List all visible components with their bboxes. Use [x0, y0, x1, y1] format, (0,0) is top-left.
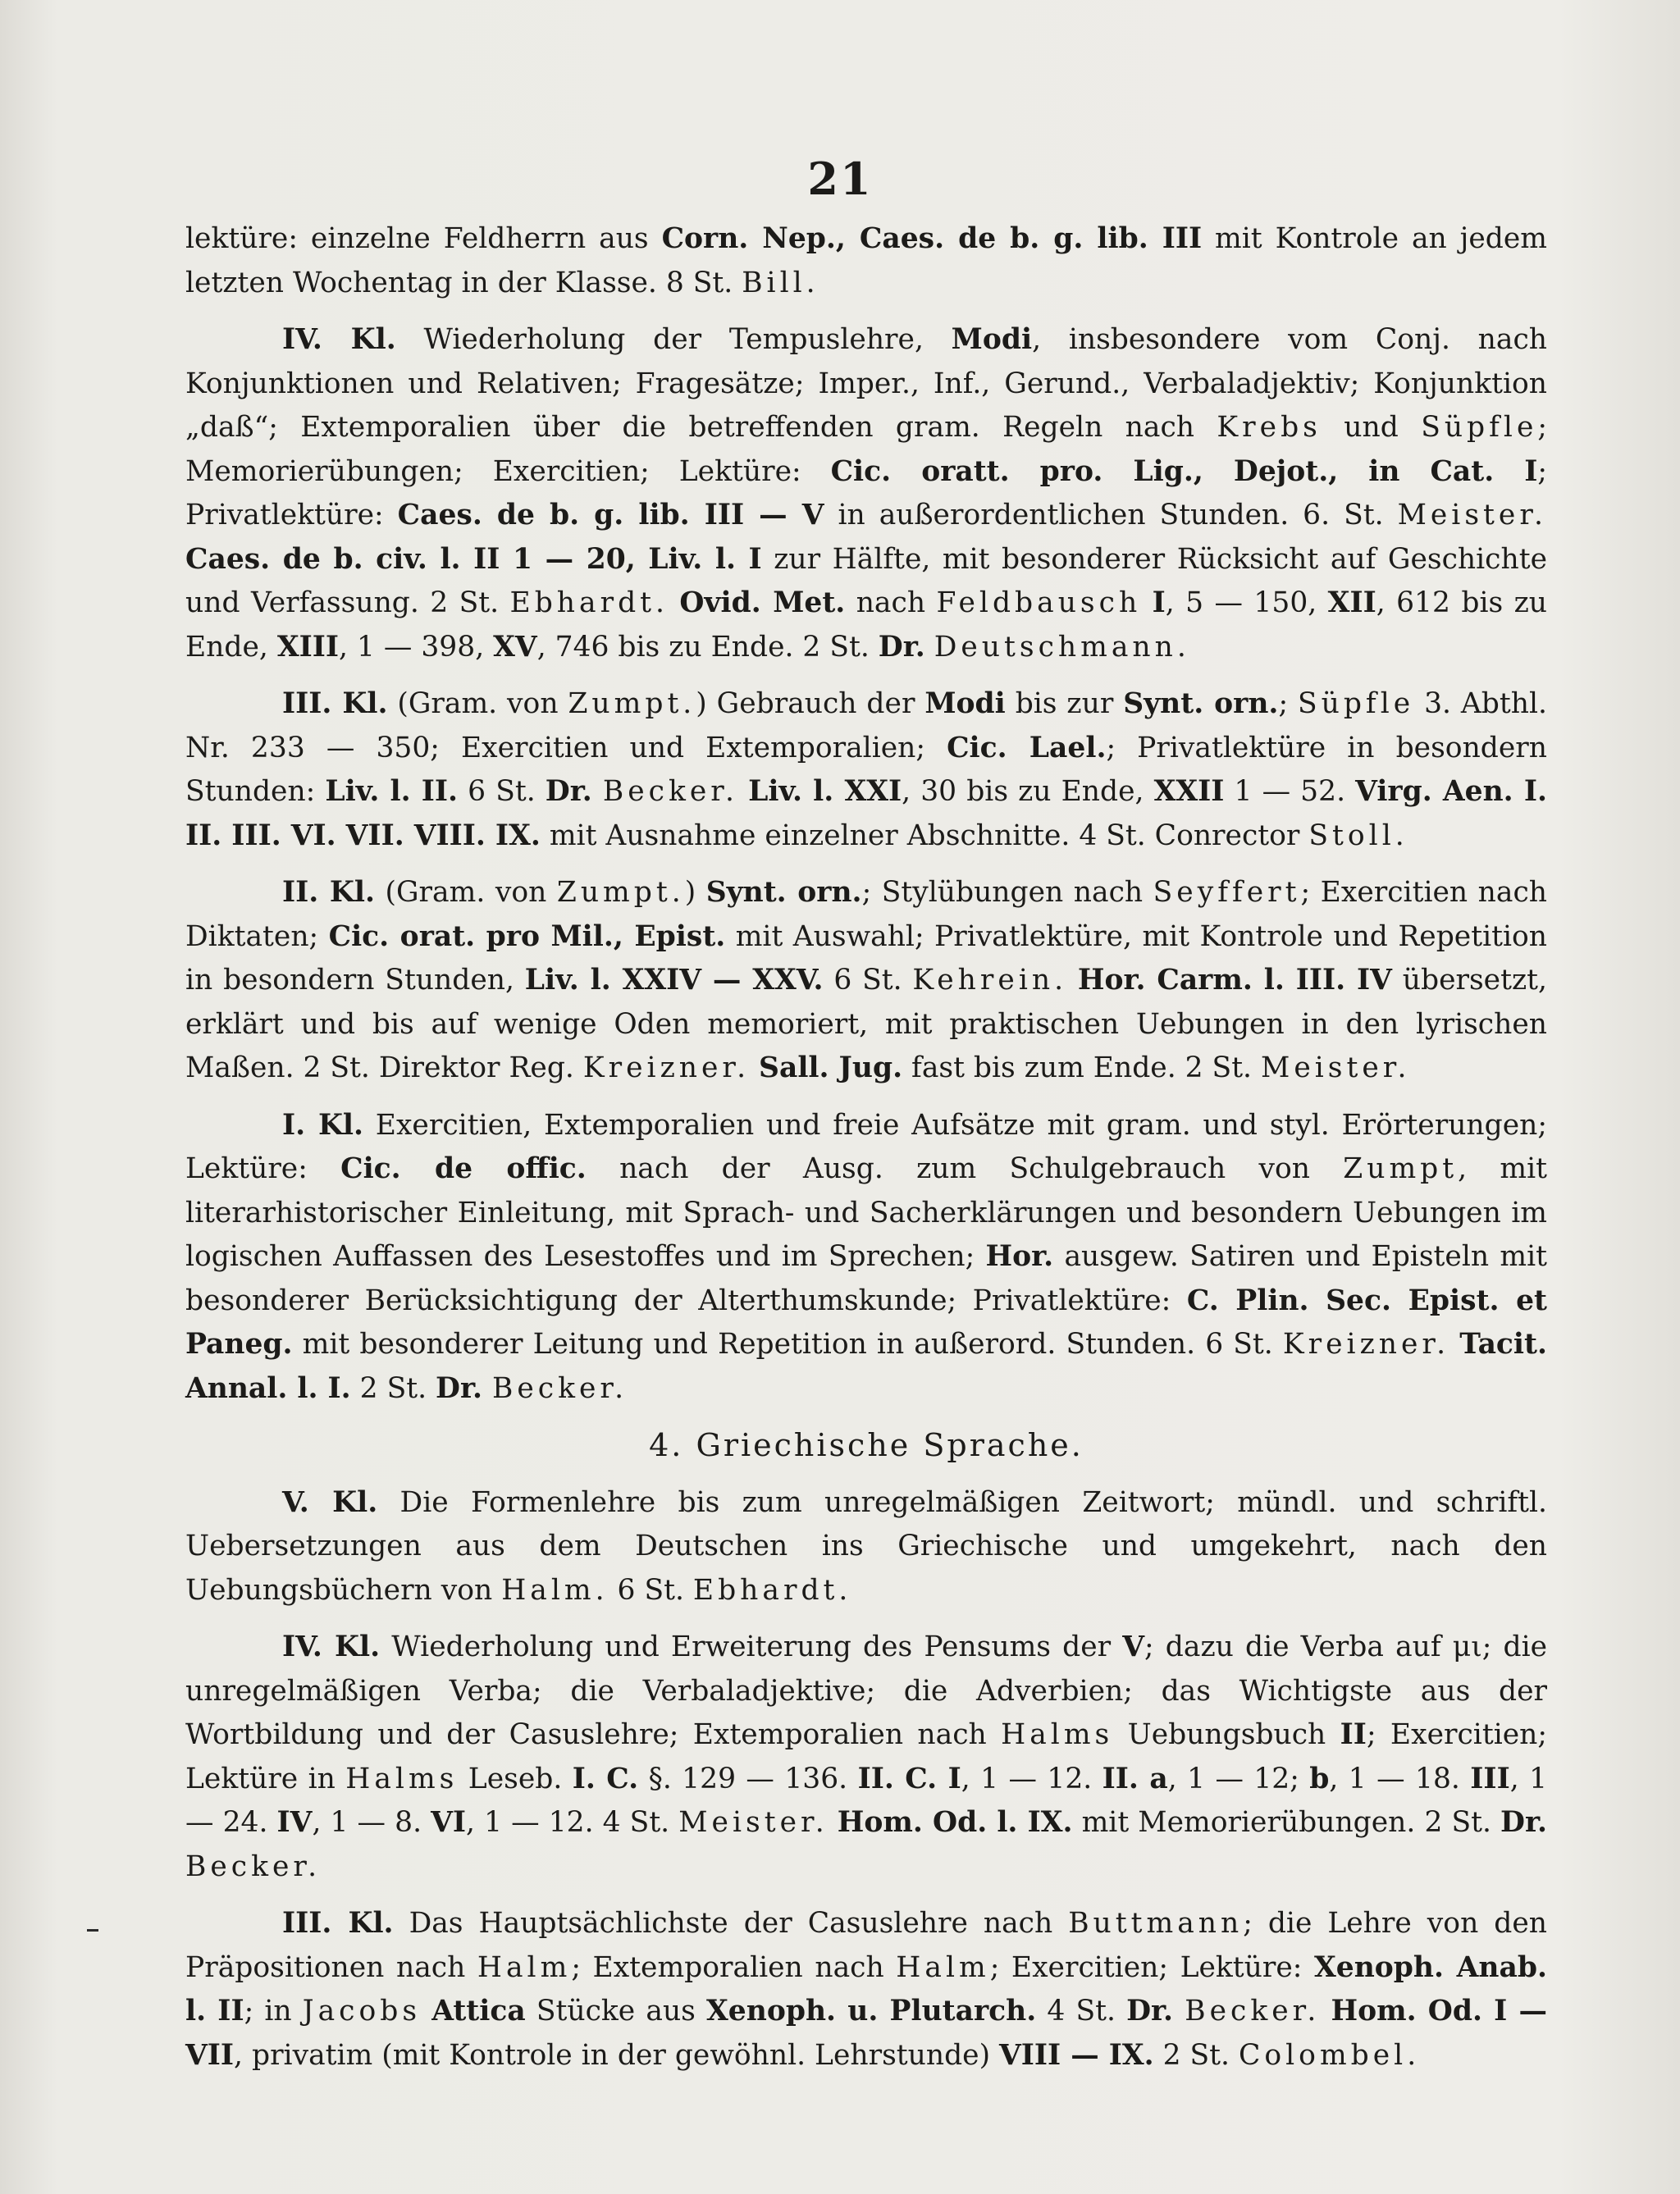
text-run: , 1 — 12; — [1167, 1762, 1310, 1795]
text-run: fast bis zum Ende. 2 St. — [902, 1051, 1261, 1084]
spaced-name: Seyffert — [1153, 876, 1301, 909]
spaced-name: Becker. — [1185, 1995, 1321, 2028]
text-run — [750, 1051, 759, 1084]
paragraph — [185, 1902, 1547, 2078]
bold-text: Attica — [431, 1995, 526, 2028]
text-run: 6 St. — [458, 775, 546, 808]
bold-text: I. C. — [572, 1762, 639, 1795]
spaced-name: Halm — [896, 1950, 990, 1984]
text-run: ; Exercitien; Lektüre in — [185, 1718, 1547, 1795]
bold-text: Caes. de b. civ. l. II 1 — 20, Liv. l. I — [185, 542, 762, 576]
text-run — [829, 1806, 838, 1839]
text-run: mit Ausnahme einzelner Abschnitte. 4 St. Conrector — [540, 819, 1309, 852]
text-run: , 1 — 18. — [1329, 1762, 1471, 1795]
bold-text: IV. Kl. — [282, 1631, 381, 1663]
text-run: Wiederholung der Tempuslehre, — [395, 323, 952, 356]
bold-text: II. C. I — [857, 1762, 961, 1795]
bold-text: Sall. Jug. — [759, 1051, 903, 1084]
spaced-name: Halm — [477, 1950, 572, 1984]
spaced-name: Kreizner. — [1282, 1328, 1450, 1361]
spaced-name: Buttmann — [1068, 1907, 1244, 1940]
text-run: , 30 bis zu Ende, — [902, 775, 1154, 808]
text-run: ; — [1278, 687, 1298, 720]
text-run: , 1 — 398, — [339, 630, 494, 664]
bold-text: V. Kl. — [282, 1485, 378, 1519]
text-run: und — [1321, 411, 1422, 444]
text-run — [1141, 586, 1152, 619]
bold-text: Ovid. Met. — [679, 586, 846, 619]
text-run: , 1 — 12. 4 St. — [466, 1806, 679, 1839]
bold-text: Cic. oratt. pro. Lig., Dejot., in Cat. I — [830, 454, 1538, 488]
section-title: 4. Griechische Sprache. — [649, 1427, 1084, 1463]
bold-text: Synt. orn. — [705, 876, 862, 909]
bold-text: Liv. l. XXIV — XXV. — [524, 964, 824, 997]
bold-text: Hor. Carm. l. III. IV — [1077, 964, 1392, 997]
paragraph — [185, 1104, 1547, 1412]
bold-text: Cic. orat. pro Mil., Epist. — [328, 919, 726, 953]
text-run: Wiederholung und Erweiterung des Pensums der — [380, 1631, 1123, 1663]
spaced-name: Süpfle — [1421, 411, 1538, 444]
bold-text: Cic. de offic. — [340, 1152, 587, 1185]
paragraph — [185, 318, 1547, 669]
text-run: ; Privatlektüre: — [185, 454, 1547, 531]
text-run: ; Exercitien; Lektüre: — [989, 1950, 1314, 1984]
text-run — [925, 631, 934, 664]
bold-text: Corn. Nep., Caes. de b. g. lib. III — [661, 222, 1203, 255]
text-run: Leseb. — [458, 1762, 573, 1795]
spaced-name: Zumpt — [1343, 1152, 1459, 1185]
spaced-name: Halms — [345, 1762, 459, 1795]
page-body — [185, 217, 1547, 2078]
bold-text: IV. Kl. — [282, 323, 396, 356]
spaced-name: Meister. — [1261, 1051, 1411, 1084]
text-run: mit Auswahl; Privatlektüre, mit Kontrole und Repetition in besondern Stunden, — [185, 919, 1548, 997]
text-run: ; Privatlektüre in besondern Stunden: — [185, 731, 1547, 808]
text-run: 2 St. — [350, 1371, 436, 1405]
text-run: Stücke aus — [525, 1995, 707, 2028]
spaced-name: Becker. — [185, 1850, 322, 1883]
text-run: ; Exercitien nach Diktaten; — [185, 876, 1547, 953]
text-run: , privatim (mit Kontrole in der gewöhnl. Lehrstunde) — [234, 2038, 1000, 2072]
text-run: , mit literarhistorischer Einleitung, mit Sprach- und Sacherklärungen und besondern Uebungen im logischen Auffassen des Lesestoffes und im Sprechen; — [185, 1152, 1547, 1273]
bold-text: Xenoph. Anab. l. II — [185, 1950, 1547, 2028]
text-run: (Gram. von — [374, 876, 557, 909]
spaced-name: Becker. — [602, 775, 738, 808]
text-run — [1320, 1995, 1331, 2028]
text-run: lektüre: einzelne Feldherrn aus — [185, 222, 662, 255]
bold-text: Virg. Aen. I. II. III. VI. VII. VIII. IX. — [185, 775, 1547, 852]
bold-text: XIII — [276, 630, 340, 664]
spaced-name: Ebhardt. — [509, 586, 669, 619]
spaced-name: Krebs — [1217, 411, 1322, 444]
bold-text: Liv. l. XXI — [748, 775, 902, 808]
text-run: 6 St. — [823, 964, 913, 997]
text-run — [421, 1995, 431, 2028]
text-run: ) — [684, 876, 706, 909]
bold-text: II. a — [1102, 1762, 1168, 1795]
text-run: , 5 — 150, — [1165, 586, 1328, 619]
bold-text: Hor. — [985, 1240, 1054, 1273]
text-run: übersetzt, erklärt und bis auf wenige Oden memoriert, mit praktischen Uebungen in den lyrischen Maßen. 2 St. Direktor Reg. — [185, 964, 1547, 1084]
spaced-name: Süpfle — [1297, 687, 1415, 720]
text-run: nach der Ausg. zum Schulgebrauch von — [586, 1152, 1344, 1185]
text-run: mit Kontrole an jedem letzten Wochentag in der Klasse. 8 St. — [185, 222, 1547, 299]
latin-section — [185, 217, 1547, 1411]
spaced-name: Stoll. — [1308, 819, 1408, 852]
text-run: 1 — 52. — [1224, 775, 1356, 808]
text-run: zur Hälfte, mit besonderer Rücksicht auf Geschichte und Verfassung. 2 St. — [185, 542, 1547, 619]
spaced-name: Halms — [1001, 1718, 1114, 1751]
text-run: ausgew. Satiren und Episteln mit besonderer Berücksichtigung der Alterthumskunde; Privatlektüre: — [185, 1240, 1547, 1317]
spaced-name: Kreizner. — [582, 1051, 751, 1084]
paragraph — [185, 1626, 1547, 1889]
bold-text: V — [1122, 1631, 1145, 1663]
text-run: ; in — [244, 1995, 303, 2028]
spaced-name: Meister. — [678, 1806, 829, 1839]
bold-text: Hom. Od. I — VII — [185, 1995, 1548, 2072]
bold-text: Dr. — [1126, 1995, 1185, 2028]
greek-section — [185, 1481, 1547, 2078]
text-run: mit Memorierübungen. 2 St. — [1072, 1806, 1501, 1839]
bold-text: Dr. — [878, 630, 925, 664]
text-run: , 1 — 8. — [312, 1806, 431, 1839]
paragraph — [185, 217, 1547, 305]
bold-text: XV — [493, 630, 537, 664]
spaced-name: Deutschmann. — [934, 630, 1190, 664]
text-run: , 1 — 24. — [185, 1762, 1548, 1839]
text-run — [1449, 1328, 1459, 1361]
bold-text: IV — [276, 1806, 313, 1839]
bold-text: Dr. — [1500, 1806, 1547, 1839]
spaced-name: Bill. — [742, 266, 819, 299]
text-run: 2 St. — [1153, 2038, 1239, 2072]
spaced-name: Feldbausch — [936, 586, 1142, 619]
text-run: Exercitien, Extemporalien und freie Aufsätze mit gram. und styl. Erörterungen; Lektüre: — [185, 1108, 1547, 1185]
text-run: ; Extemporalien nach — [571, 1950, 897, 1984]
text-run: bis zur — [1005, 687, 1124, 720]
text-run: 4 St. — [1036, 1995, 1127, 2028]
bold-text: I — [1152, 586, 1166, 619]
text-run: in außerordentlichen Stunden. 6. St. — [824, 499, 1398, 531]
text-run: ; Stylübungen nach — [861, 876, 1153, 909]
bold-text: C. Plin. Sec. Epist. et Paneg. — [185, 1284, 1547, 1361]
bold-text: Hom. Od. l. IX. — [837, 1806, 1073, 1839]
text-run: 6 St. — [608, 1573, 693, 1607]
spaced-name: Meister. — [1397, 499, 1547, 531]
text-run: nach — [845, 586, 937, 619]
text-run: 3. Abthl. Nr. 233 — 350; Exercitien und Extemporalien; — [185, 687, 1547, 764]
margin-mark — [87, 1929, 98, 1932]
spaced-name: Jacobs — [302, 1995, 422, 2028]
bold-text: Tacit. Annal. l. I. — [185, 1328, 1547, 1405]
bold-text: Modi — [951, 323, 1033, 356]
bold-text: Caes. de b. g. lib. III — V — [397, 499, 824, 531]
bold-text: XXII — [1153, 775, 1225, 808]
bold-text: II — [1340, 1718, 1367, 1751]
bold-text: VIII — IX. — [999, 2038, 1154, 2072]
paragraph — [185, 871, 1547, 1091]
bold-text: Dr. — [436, 1371, 492, 1405]
text-run — [1067, 964, 1078, 997]
bold-text: Dr. — [545, 775, 603, 808]
text-run: ; Memorierübungen; Exercitien; Lektüre: — [185, 411, 1547, 488]
paragraph — [185, 1481, 1547, 1613]
text-run: , 746 bis zu Ende. 2 St. — [536, 630, 879, 664]
bold-text: Xenoph. u. Plutarch. — [706, 1995, 1037, 2028]
spaced-name: Zumpt. — [556, 876, 685, 909]
bold-text: III. Kl. — [282, 687, 388, 720]
bold-text: III — [1470, 1762, 1510, 1795]
text-run: , insbesondere vom Conj. nach Konjunktionen und Relativen; Fragesätze; Imper., Inf., Gerund., Verbaladjektiv; Konjunktion „daß“; Extemporalien über die betreffenden gram. Regeln nach — [185, 323, 1548, 444]
text-run: Das Hauptsächlichste der Casuslehre nach — [393, 1907, 1069, 1940]
bold-text: b — [1309, 1762, 1330, 1795]
text-run — [738, 775, 748, 808]
text-run — [669, 586, 679, 619]
text-run: Uebungsbuch — [1113, 1718, 1340, 1751]
text-run: (Gram. von — [387, 687, 568, 720]
text-run: Die Formenlehre bis zum unregelmäßigen Zeitwort; mündl. und schriftl. Uebersetzungen aus dem Deutschen ins Griechische und umgekehrt, nach den Uebungsbüchern von — [185, 1485, 1547, 1607]
spaced-name: Becker. — [491, 1371, 628, 1405]
page-number: 21 — [807, 153, 873, 205]
text-run: , 1 — 12. — [961, 1762, 1102, 1795]
bold-text: Liv. l. II. — [325, 775, 459, 808]
text-run: , 612 bis zu Ende, — [185, 586, 1548, 664]
text-run: mit besonderer Leitung und Repetition in außerord. Stunden. 6 St. — [292, 1328, 1283, 1361]
bold-text: Cic. Lael. — [947, 731, 1107, 764]
bold-text: II. Kl. — [282, 876, 375, 909]
text-run: ; die Lehre von den Präpositionen nach — [185, 1907, 1547, 1984]
spaced-name: Ebhardt. — [692, 1573, 852, 1607]
bold-text: I. Kl. — [282, 1108, 364, 1142]
spaced-name: Zumpt. — [568, 687, 696, 720]
text-run: §. 129 — 136. — [638, 1762, 858, 1795]
spaced-name: Halm. — [501, 1573, 609, 1607]
text-run: ; dazu die Verba auf μι; die unregelmäßigen Verba; die Verbaladjektive; die Adverbien; das Wichtigste aus der Wortbildung und der Casuslehre; Extemporalien nach — [185, 1631, 1548, 1751]
bold-text: III. Kl. — [282, 1907, 394, 1940]
spaced-name: Kehrein. — [912, 964, 1068, 997]
bold-text: XII — [1327, 586, 1376, 619]
spaced-name: Colombel. — [1238, 2038, 1421, 2072]
bold-text: Modi — [924, 687, 1006, 720]
bold-text: VI — [431, 1806, 467, 1839]
text-run: ) Gebrauch der — [696, 687, 925, 720]
paragraph — [185, 682, 1547, 858]
bold-text: Synt. orn. — [1123, 687, 1279, 720]
